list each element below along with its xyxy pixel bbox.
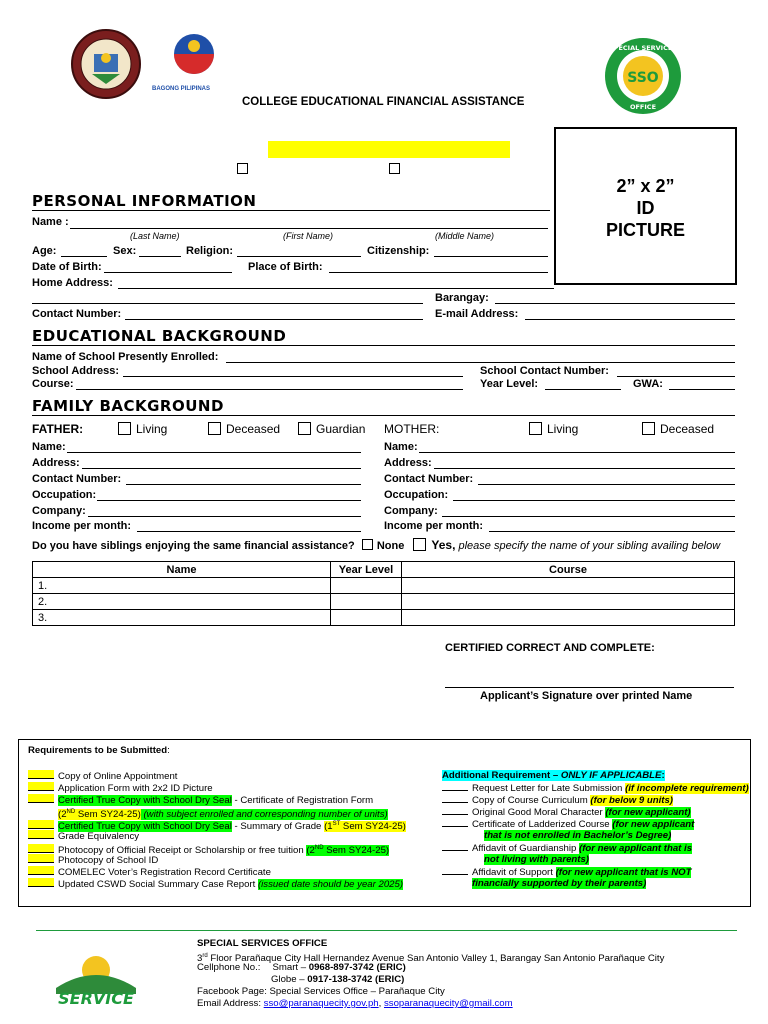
name-label: Name :	[32, 216, 69, 228]
year-level-label: Year Level:	[480, 378, 539, 390]
photo-id-text: ID	[636, 198, 655, 218]
pob-label: Place of Birth:	[248, 261, 323, 273]
add-req-item-cont: not living with parents)	[484, 854, 589, 865]
home-address-field[interactable]	[118, 288, 554, 289]
city-seal-logo	[70, 28, 142, 100]
father-name-label: Name:	[32, 441, 66, 453]
mother-company-label: Company:	[384, 505, 438, 517]
year-level-field[interactable]	[545, 389, 621, 390]
table-header-year-level: Year Level	[331, 562, 402, 578]
father-living-checkbox[interactable]	[118, 422, 131, 435]
father-living-option[interactable]: Living	[118, 422, 167, 436]
last-name-caption: (Last Name)	[130, 231, 180, 241]
table-header-course: Course	[402, 562, 735, 578]
father-company-label: Company:	[32, 505, 86, 517]
father-label: FATHER:	[32, 422, 84, 436]
add-req-item: Original Good Moral Character (for new applicant)	[442, 806, 691, 819]
father-guardian-checkbox[interactable]	[298, 422, 311, 435]
photo-picture-text: PICTURE	[605, 220, 685, 240]
add-req-item-cont: that is not enrolled in Bachelor’s Degree)	[484, 830, 672, 841]
father-contact-label: Contact Number:	[32, 473, 122, 485]
father-income-field[interactable]	[137, 531, 361, 532]
req-item: COMELEC Voter’s Registration Record Certificate	[28, 866, 271, 879]
sso-logo-top-text: SPECIAL SERVICES	[609, 44, 677, 52]
table-header-name: Name	[33, 562, 331, 578]
sso-logo-bottom-text: OFFICE	[629, 103, 657, 111]
middle-name-caption: (Middle Name)	[435, 231, 495, 241]
req-item: Photocopy of Official Receipt or Scholarship or free tuition (2ND Sem SY24-25)	[28, 842, 389, 857]
father-occupation-field[interactable]	[97, 500, 361, 501]
siblings-none-checkbox[interactable]	[362, 539, 373, 550]
mother-contact-label: Contact Number:	[384, 473, 474, 485]
father-name-field[interactable]	[67, 452, 361, 453]
father-address-label: Address:	[32, 457, 80, 469]
email-label: E-mail Address:	[435, 308, 519, 320]
mother-deceased-option[interactable]: Deceased	[642, 422, 714, 436]
footer-divider	[36, 930, 737, 931]
sso-logo-mark: SSO	[627, 70, 659, 86]
email-field[interactable]	[525, 319, 735, 320]
mother-company-field[interactable]	[442, 516, 735, 517]
add-req-item-cont: financially supported by their parents)	[472, 878, 647, 889]
mother-contact-field[interactable]	[478, 484, 735, 485]
school-contact-label: School Contact Number:	[480, 365, 609, 377]
barangay-label: Barangay:	[435, 292, 489, 304]
father-company-field[interactable]	[88, 516, 361, 517]
home-address-label: Home Address:	[32, 277, 113, 289]
school-contact-field[interactable]	[617, 376, 735, 377]
citizenship-field[interactable]	[434, 256, 548, 257]
requirements-heading: Requirements to be Submitted:	[28, 745, 170, 756]
personal-info-heading: PERSONAL INFORMATION	[32, 192, 257, 210]
add-req-item: Affidavit of Support (for new applicant that is NOT	[442, 866, 691, 879]
contact-number-field[interactable]	[125, 319, 423, 320]
mother-label: MOTHER:	[384, 422, 440, 436]
mother-address-label: Address:	[384, 457, 432, 469]
section-divider	[32, 210, 550, 211]
educational-heading: EDUCATIONAL BACKGROUND	[32, 327, 287, 345]
add-req-item: Certificate of Ladderized Course (for new applicant	[442, 818, 694, 831]
mother-occupation-label: Occupation:	[384, 489, 449, 501]
siblings-yes-checkbox[interactable]	[413, 538, 426, 551]
email-link-1[interactable]: sso@paranaquecity.gov.ph	[263, 998, 379, 1009]
certified-label: CERTIFIED CORRECT AND COMPLETE:	[445, 642, 655, 654]
table-row[interactable]: 3.	[33, 610, 735, 626]
father-guardian-option[interactable]: Guardian	[298, 422, 365, 436]
mother-living-option[interactable]: Living	[529, 422, 578, 436]
gwa-field[interactable]	[669, 389, 735, 390]
father-income-label: Income per month:	[32, 520, 132, 532]
mother-living-checkbox[interactable]	[529, 422, 542, 435]
mother-income-field[interactable]	[489, 531, 735, 532]
add-req-item: Copy of Course Curriculum (for below 9 units)	[442, 794, 673, 807]
service-logo	[50, 948, 142, 1010]
religion-label: Religion:	[186, 245, 234, 257]
course-label: Course:	[32, 378, 74, 390]
service-logo-text: SERVICE	[58, 989, 134, 1008]
sso-logo	[603, 36, 683, 116]
family-heading: FAMILY BACKGROUND	[32, 397, 224, 415]
bagong-pilipinas-text: BAGONG PILIPINAS	[152, 86, 211, 92]
req-item: Grade Equivalency	[28, 830, 139, 843]
siblings-table	[32, 561, 735, 626]
mother-name-field[interactable]	[419, 452, 735, 453]
course-field[interactable]	[76, 389, 463, 390]
school-address-field[interactable]	[123, 376, 463, 377]
checkbox-option-2[interactable]	[389, 163, 400, 174]
father-address-field[interactable]	[82, 468, 361, 469]
age-label: Age:	[32, 245, 57, 257]
father-contact-field[interactable]	[126, 484, 361, 485]
school-name-field[interactable]	[226, 362, 735, 363]
gwa-label: GWA:	[633, 378, 663, 390]
photo-size-text: 2” x 2”	[616, 176, 675, 196]
bagong-pilipinas-logo	[158, 28, 230, 92]
section-divider	[32, 345, 735, 346]
req-item: Copy of Online Appointment	[28, 770, 177, 783]
footer-address: 3rd Floor Parañaque City Hall Hernandez Avenue San Antonio Valley 1, Barangay San Antonio Parañaque City	[197, 953, 665, 965]
sex-field[interactable]	[139, 256, 181, 257]
id-picture-box	[554, 127, 737, 285]
footer-office: SPECIAL SERVICES OFFICE	[197, 938, 328, 949]
home-address-field-2[interactable]	[32, 303, 423, 304]
signature-caption: Applicant’s Signature over printed Name	[480, 690, 693, 702]
add-req-item: Request Letter for Late Submission (if incomplete requirement)	[442, 782, 749, 795]
req-item-cont: (2ND Sem SY24-25) (with subject enrolled and corresponding number of units)	[58, 809, 388, 821]
sex-label: Sex:	[113, 245, 137, 257]
req-item: Certified True Copy with School Dry Seal - Certificate of Registration Form	[28, 794, 373, 807]
req-item: Photocopy of School ID	[28, 854, 158, 867]
footer-email: Email Address: sso@paranaquecity.gov.ph, ssoparanaquecity@gmail.com	[197, 998, 513, 1009]
citizenship-label: Citizenship:	[367, 245, 430, 257]
barangay-field[interactable]	[495, 303, 735, 304]
footer-cellphone: Cellphone No.: Smart – 0968-897-3742 (ERIC)	[197, 962, 406, 973]
dob-label: Date of Birth:	[32, 261, 102, 273]
school-name-label: Name of School Presently Enrolled:	[32, 351, 219, 363]
name-field[interactable]	[70, 228, 548, 229]
mother-deceased-checkbox[interactable]	[642, 422, 655, 435]
table-row[interactable]: 2.	[33, 594, 735, 610]
religion-field[interactable]	[237, 256, 361, 257]
dob-field[interactable]	[104, 272, 232, 273]
req-item: Certified True Copy with School Dry Seal - Summary of Grade (1ST Sem SY24-25)	[28, 818, 406, 833]
req-item: Updated CSWD Social Summary Case Report (issued date should be year 2025)	[28, 878, 403, 891]
add-req-item: Affidavit of Guardianship (for new applicant that is	[442, 842, 692, 855]
req-item: Application Form with 2x2 ID Picture	[28, 782, 213, 795]
form-title: COLLEGE EDUCATIONAL FINANCIAL ASSISTANCE	[242, 96, 525, 108]
footer-facebook: Facebook Page: Special Services Office – Parañaque City	[197, 986, 445, 997]
mother-occupation-field[interactable]	[453, 500, 735, 501]
school-address-label: School Address:	[32, 365, 119, 377]
highlight-bar	[268, 141, 510, 158]
first-name-caption: (First Name)	[283, 231, 333, 241]
table-row[interactable]: 1.	[33, 578, 735, 594]
father-occupation-label: Occupation:	[32, 489, 97, 501]
signature-line[interactable]	[445, 687, 734, 688]
contact-number-label: Contact Number:	[32, 308, 122, 320]
age-field[interactable]	[61, 256, 107, 257]
pob-field[interactable]	[329, 272, 548, 273]
checkbox-option-1[interactable]	[237, 163, 248, 174]
mother-name-label: Name:	[384, 441, 418, 453]
mother-income-label: Income per month:	[384, 520, 484, 532]
footer-globe: Globe – 0917-138-3742 (ERIC)	[271, 974, 405, 985]
email-link-2[interactable]: ssoparanaquecity@gmail.com	[383, 998, 513, 1009]
father-deceased-option[interactable]: Deceased	[208, 422, 280, 436]
siblings-question: Do you have siblings enjoying the same financial assistance? None Yes, please specify the name of your sibling availing below	[32, 538, 721, 552]
mother-address-field[interactable]	[434, 468, 735, 469]
section-divider	[32, 415, 735, 416]
father-deceased-checkbox[interactable]	[208, 422, 221, 435]
additional-heading: Additional Requirement – ONLY IF APPLICABLE:	[442, 770, 665, 781]
